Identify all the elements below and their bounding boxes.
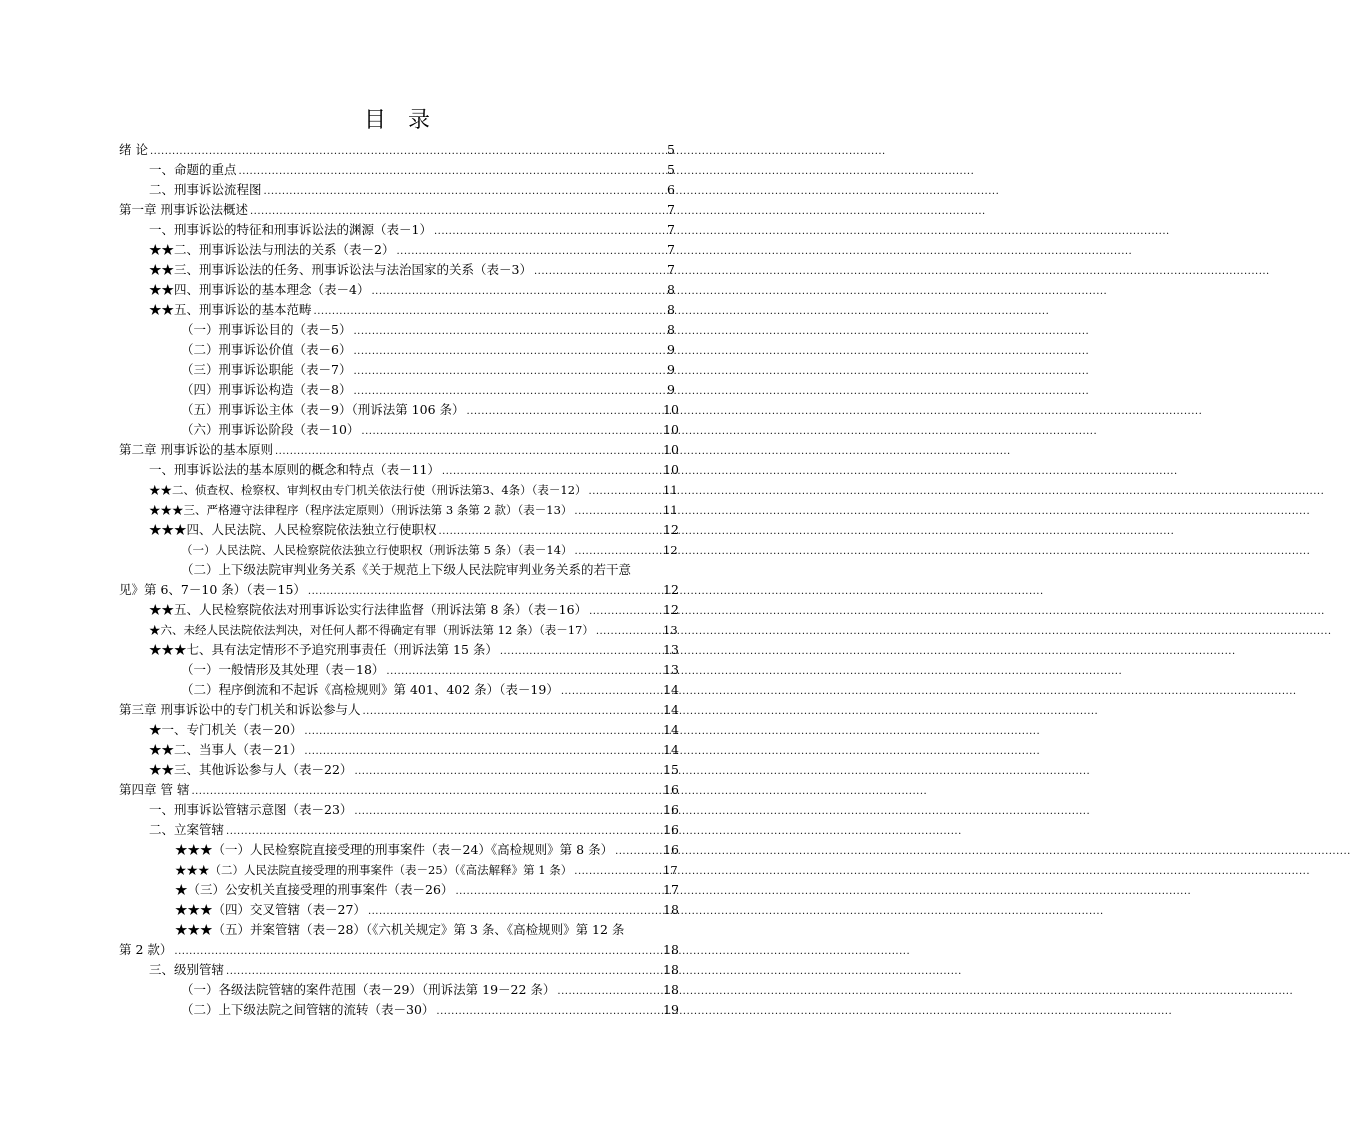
toc-page-number: 18: [663, 902, 679, 917]
toc-page-number: 12: [663, 543, 678, 557]
toc-page-number: 11: [663, 483, 678, 497]
dot-leader: [226, 824, 661, 840]
dot-leader: [439, 524, 661, 540]
dot-leader: [434, 224, 661, 240]
toc-page-number: 12: [663, 602, 679, 617]
toc-subentry[interactable]: [119, 380, 675, 400]
toc-entry-label: 绪 论: [119, 142, 148, 157]
importance-stars: ★: [149, 623, 161, 637]
toc-entry[interactable]: [119, 520, 679, 540]
dot-leader: [386, 664, 661, 680]
dot-leader: [362, 704, 661, 720]
toc-entry-label: （一）各级法院管辖的案件范围（表－29）（刑诉法第 19－22 条）: [181, 982, 556, 997]
dot-leader: [500, 644, 661, 660]
toc-entry[interactable]: [119, 240, 675, 260]
toc-page-number: 8: [667, 322, 675, 337]
dot-leader: [361, 424, 661, 440]
toc-entry-label: （一）人民检察院直接受理的刑事案件（表－24）《高检规则》第 8 条）: [212, 842, 614, 857]
toc-page-number: 10: [663, 422, 679, 437]
toc-entry[interactable]: [119, 220, 675, 240]
dot-leader: [275, 444, 661, 460]
toc-entry[interactable]: [119, 800, 679, 820]
dot-leader: [534, 264, 661, 280]
toc-page-number: 9: [667, 382, 675, 397]
dot-leader: [353, 324, 661, 340]
dot-leader: [353, 364, 661, 380]
dot-leader: [396, 244, 661, 260]
dot-leader: [589, 604, 661, 620]
toc-page-number: 16: [663, 822, 679, 837]
toc-page-number: 18: [663, 942, 679, 957]
toc-page-number: 10: [663, 442, 679, 457]
toc-entry-label: （三）刑事诉讼职能（表－7）: [181, 362, 352, 377]
toc-page-number: 13: [663, 623, 678, 637]
dot-leader: [596, 624, 661, 640]
dot-leader: [354, 764, 661, 780]
toc-subentry[interactable]: [119, 1000, 679, 1020]
importance-stars: ★★: [149, 483, 172, 497]
toc-entry-label-line1: （五）并案管辖（表－28）（《六机关规定》第 3 条、《高检规则》第 12 条: [212, 922, 625, 937]
dot-leader: [354, 804, 661, 820]
toc-page-number: 16: [663, 802, 679, 817]
toc-page-number: 18: [663, 962, 679, 977]
toc-entry-label: 二、刑事诉讼流程图: [149, 182, 262, 197]
importance-stars: ★: [175, 882, 188, 897]
toc-subentry[interactable]: [119, 540, 678, 560]
toc-entry[interactable]: [119, 260, 675, 280]
toc-entry-label: 第三章 刑事诉讼中的专门机关和诉讼参与人: [119, 702, 361, 717]
toc-page-number: 12: [663, 522, 679, 537]
toc-entry-label: （一）人民法院、人民检察院依法独立行使职权（刑诉法第 5 条）（表－14）: [181, 543, 573, 557]
dot-leader: [250, 204, 661, 220]
toc-entry[interactable]: [119, 820, 679, 840]
dot-leader: [467, 404, 661, 420]
toc-page-number: 14: [663, 722, 679, 737]
importance-stars: ★★★: [175, 902, 213, 917]
dot-leader: [174, 944, 661, 960]
toc-entry-label: 二、立案管辖: [149, 822, 225, 837]
toc-page-number: 9: [667, 362, 675, 377]
toc-page-number: 15: [663, 762, 679, 777]
toc-page-number: 5: [667, 162, 675, 177]
dot-leader: [226, 964, 661, 980]
toc-entry[interactable]: [119, 620, 678, 640]
toc-entry-label: （四）交叉管辖（表－27）: [212, 902, 366, 917]
toc-entry-label: （一）一般情形及其处理（表－18）: [181, 662, 385, 677]
toc-entry-label: 二、当事人（表－21）: [174, 742, 303, 757]
page-title: 目录: [363, 108, 452, 133]
toc-entry[interactable]: [119, 500, 678, 520]
dot-leader: [314, 304, 661, 320]
importance-stars: ★★: [149, 602, 175, 617]
toc-entry-label: （二）刑事诉讼价值（表－6）: [181, 342, 352, 357]
toc-subentry[interactable]: [119, 840, 679, 860]
toc-entry-label: 七、具有法定情形不予追究刑事责任（刑诉法第 15 条）: [186, 642, 498, 657]
importance-stars: ★★: [149, 242, 175, 257]
toc-entry[interactable]: [119, 160, 675, 180]
toc-page-number: 13: [663, 642, 679, 657]
toc-entry-label: 二、侦查权、检察权、审判权由专门机关依法行使（刑诉法第3、4条）（表－12）: [172, 483, 587, 497]
toc-entry-label: 六、未经人民法院依法判决，对任何人都不得确定有罪（刑诉法第 12 条）（表－17）: [160, 623, 594, 637]
toc-chapter-entry[interactable]: [119, 700, 679, 720]
toc-entry-label: （一）刑事诉讼目的（表－5）: [181, 322, 352, 337]
importance-stars: ★★★: [149, 642, 187, 657]
toc-page-number: 7: [667, 202, 675, 217]
toc-entry-label: （六）刑事诉讼阶段（表－10）: [181, 422, 360, 437]
dot-leader: [264, 184, 661, 200]
toc-page-number: 6: [667, 182, 675, 197]
dot-leader: [455, 884, 661, 900]
dot-leader: [615, 844, 661, 860]
toc-entry-label: （二）程序倒流和不起诉《高检规则》第 401、402 条）（表－19）: [181, 682, 559, 697]
toc-entry-label: 五、人民检察院依法对刑事诉讼实行法律监督（刑诉法第 8 条）（表－16）: [174, 602, 588, 617]
toc-entry-label-line1: （二）上下级法院审判业务关系《关于规范上下级人民法院审判业务关系的若干意: [181, 562, 632, 577]
toc-entry-label: 第二章 刑事诉讼的基本原则: [119, 442, 273, 457]
toc-entry[interactable]: [119, 480, 678, 500]
toc-entry-label: 一、刑事诉讼的特征和刑事诉讼法的渊源（表－1）: [149, 222, 432, 237]
toc-entry-label: 四、刑事诉讼的基本理念（表－4）: [174, 282, 370, 297]
toc-entry-label: 第一章 刑事诉讼法概述: [119, 202, 248, 217]
importance-stars: ★★: [149, 282, 175, 297]
toc-page-number: 14: [663, 682, 679, 697]
toc-entry[interactable]: [119, 960, 679, 980]
dot-leader: [353, 384, 661, 400]
toc-subentry-wrapped[interactable]: [119, 920, 679, 960]
toc-entry-label: （二）人民法院直接受理的刑事案件（表－25）（《高法解释》第 1 条）: [209, 863, 573, 877]
dot-leader: [353, 344, 661, 360]
toc-entry[interactable]: [119, 740, 679, 760]
dot-leader: [191, 784, 661, 800]
toc-entry-label: 五、刑事诉讼的基本范畴: [174, 302, 312, 317]
dot-leader: [150, 144, 661, 160]
toc-page-number: 17: [663, 863, 678, 877]
dot-leader: [368, 904, 661, 920]
toc-entry-label: 二、刑事诉讼法与刑法的关系（表－2）: [174, 242, 395, 257]
toc-subentry[interactable]: [119, 360, 675, 380]
toc-subentry[interactable]: [119, 400, 679, 420]
toc-subentry[interactable]: [119, 660, 679, 680]
toc-page-number: 19: [663, 1002, 679, 1017]
importance-stars: ★★★: [175, 863, 210, 877]
toc-subentry-wrapped[interactable]: [119, 560, 679, 600]
toc-page-number: 7: [667, 262, 675, 277]
toc-subentry[interactable]: [119, 680, 679, 700]
toc-entry-label: 一、刑事诉讼法的基本原则的概念和特点（表－11）: [149, 462, 440, 477]
importance-stars: ★★: [149, 762, 175, 777]
toc-entry[interactable]: [119, 280, 675, 300]
toc-entry[interactable]: [119, 180, 675, 200]
importance-stars: ★★★: [149, 503, 184, 517]
toc-page-number: 8: [667, 302, 675, 317]
toc-subentry[interactable]: [119, 420, 679, 440]
dot-leader: [436, 1004, 661, 1020]
toc-page-number: 9: [667, 342, 675, 357]
toc-entry-label-line2: 见》第 6、7－10 条）（表－15）: [119, 582, 306, 597]
dot-leader: [304, 724, 661, 740]
toc-subentry[interactable]: [119, 880, 679, 900]
toc-page-number: 11: [663, 503, 678, 517]
importance-stars: ★★: [149, 302, 175, 317]
dot-leader: [589, 484, 661, 500]
toc-chapter-entry[interactable]: [119, 200, 675, 220]
importance-stars: ★★: [149, 262, 175, 277]
toc-entry-label: 一、命题的重点: [149, 162, 237, 177]
toc-subentry[interactable]: [119, 900, 679, 920]
toc-page-number: 7: [667, 242, 675, 257]
dot-leader: [304, 744, 661, 760]
toc-entry-label: （三）公安机关直接受理的刑事案件（表－26）: [187, 882, 454, 897]
toc-entry-label-line2: 第 2 款）: [119, 942, 173, 957]
toc-entry-label: 四、人民法院、人民检察院依法独立行使职权: [186, 522, 437, 537]
toc-subentry[interactable]: [119, 980, 679, 1000]
toc-subentry[interactable]: [119, 320, 675, 340]
toc-page-number: 10: [663, 402, 679, 417]
toc-entry-label: 三、级别管辖: [149, 962, 225, 977]
toc-entry[interactable]: [119, 760, 679, 780]
dot-leader: [557, 984, 661, 1000]
dot-leader: [371, 284, 661, 300]
importance-stars: ★: [149, 722, 162, 737]
toc-page-number: 14: [663, 742, 679, 757]
toc-entry[interactable]: [119, 300, 675, 320]
dot-leader: [442, 464, 661, 480]
toc-entry-label: （四）刑事诉讼构造（表－8）: [181, 382, 352, 397]
toc-entry-label: （二）上下级法院之间管辖的流转（表－30）: [181, 1002, 435, 1017]
toc-entry-label: 三、刑事诉讼法的任务、刑事诉讼法与法治国家的关系（表－3）: [174, 262, 532, 277]
table-of-contents: [119, 140, 679, 1020]
toc-subentry[interactable]: [119, 860, 678, 880]
toc-entry-label: 三、严格遵守法律程序（程序法定原则）（刑诉法第 3 条第 2 款）（表－13）: [183, 503, 573, 517]
dot-leader: [561, 684, 661, 700]
importance-stars: ★★★: [175, 842, 213, 857]
toc-page-number: 16: [663, 782, 679, 797]
dot-leader: [574, 504, 661, 520]
toc-entry-label: 第四章 管 辖: [119, 782, 190, 797]
dot-leader: [308, 584, 661, 600]
toc-page-number: 7: [667, 222, 675, 237]
toc-entry[interactable]: [119, 720, 679, 740]
toc-page-number: 8: [667, 282, 675, 297]
toc-entry-label: （五）刑事诉讼主体（表－9）（刑诉法第 106 条）: [181, 402, 465, 417]
toc-entry-label: 三、其他诉讼参与人（表－22）: [174, 762, 353, 777]
importance-stars: ★★★: [175, 922, 213, 937]
dot-leader: [574, 864, 661, 880]
dot-leader: [239, 164, 661, 180]
toc-page-number: 14: [663, 702, 679, 717]
toc-page-number: 5: [667, 142, 675, 157]
toc-chapter-entry[interactable]: [119, 780, 679, 800]
dot-leader: [575, 544, 661, 560]
toc-page-number: 13: [663, 662, 679, 677]
toc-entry[interactable]: [119, 460, 679, 480]
toc-page-number: 18: [663, 982, 679, 997]
toc-entry-label: 一、刑事诉讼管辖示意图（表－23）: [149, 802, 353, 817]
toc-chapter-entry[interactable]: [119, 440, 679, 460]
toc-page-number: 10: [663, 462, 679, 477]
toc-page-number: 17: [663, 882, 679, 897]
toc-entry[interactable]: [119, 600, 679, 620]
importance-stars: ★★: [149, 742, 175, 757]
importance-stars: ★★★: [149, 522, 187, 537]
toc-entry[interactable]: [119, 640, 679, 660]
toc-entry-introduction[interactable]: [119, 140, 675, 160]
toc-entry-label: 一、专门机关（表－20）: [161, 722, 303, 737]
toc-page-number: 12: [663, 582, 679, 597]
toc-subentry[interactable]: [119, 340, 675, 360]
toc-page-number: 16: [663, 842, 679, 857]
